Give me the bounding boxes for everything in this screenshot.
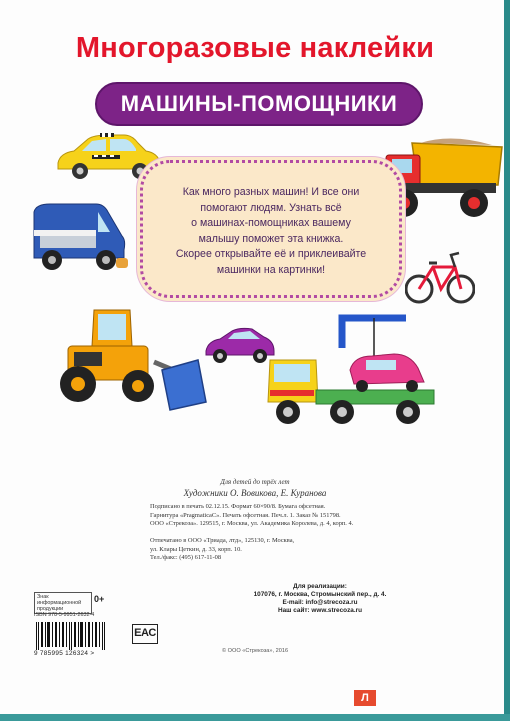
watermark-logo: Л <box>354 690 376 706</box>
artists-credit: Художники О. Вовикова, Е. Куранова <box>183 488 327 498</box>
isbn: ISBN 978-5-9951-2632-4 <box>34 612 95 618</box>
info-product-label: Знак информационной продукции <box>34 592 92 614</box>
description-line: машинки на картинки! <box>216 263 326 276</box>
description-line: о машинах-помощниках вашему <box>191 217 351 230</box>
description-text <box>146 185 396 279</box>
eac-mark-label: EAC <box>134 627 156 639</box>
sales-line: Наш сайт: www.strecoza.ru <box>278 607 362 614</box>
sales-line: 107076, г. Москва, Стромынский пер., д. 4. <box>253 591 387 598</box>
cover-edge-right <box>504 0 510 721</box>
imprint-block <box>150 503 450 529</box>
description-line: Как много разных машин! И все они <box>182 186 360 198</box>
description-line: Скорее открывайте её и приклеивайте <box>175 248 367 261</box>
sales-line: E-mail: info@strecoza.ru <box>282 599 358 606</box>
tow-truck-illustration <box>262 298 440 446</box>
sales-contact-block <box>200 583 440 615</box>
book-title: Многоразовые наклейки <box>75 32 435 64</box>
cover-edge-bottom <box>0 714 510 721</box>
eac-mark <box>132 624 158 644</box>
imprint-line: Подписано в печать 02.12.15. Формат 60×90/8. Бумага офсетная. <box>150 503 326 510</box>
sales-line: Для реализации: <box>293 583 347 590</box>
utility-van-illustration <box>30 200 130 272</box>
printer-line: Отпечатано в ООО «Триада, лтд», 125130, г. Москва, <box>150 537 295 544</box>
printer-line: Тел./факс: (495) 617-11-08 <box>150 554 222 562</box>
bulldozer-illustration <box>58 306 208 416</box>
book-subtitle: МАШИНЫ-ПОМОЩНИКИ <box>120 91 398 116</box>
imprint-line: ООО «Стрекоза». 129515, г. Москва, ул. Академика Королева, д. 4, корп. 4. <box>150 520 354 528</box>
description-line: малышу поможет эта книжка. <box>198 232 344 245</box>
barcode-icon <box>34 622 108 650</box>
age-rating-badge: 0+ <box>94 594 105 604</box>
age-line: Для детей до трёх лет <box>220 478 290 486</box>
barcode-number: 9 785995 126324 > <box>34 650 95 657</box>
imprint-line: Гарнитура «PragmaticaC». Печать офсетная. Печ.л. 1. Заказ № 151798. <box>150 511 341 519</box>
printer-block <box>150 537 450 563</box>
description-line: помогают людям. Узнать всё <box>200 201 342 214</box>
printer-line: ул. Клары Цеткин, д. 33, корп. 10. <box>150 545 242 553</box>
subtitle-banner <box>95 82 423 126</box>
copyright-notice: © ООО «Стрекоза», 2016 <box>221 648 289 654</box>
